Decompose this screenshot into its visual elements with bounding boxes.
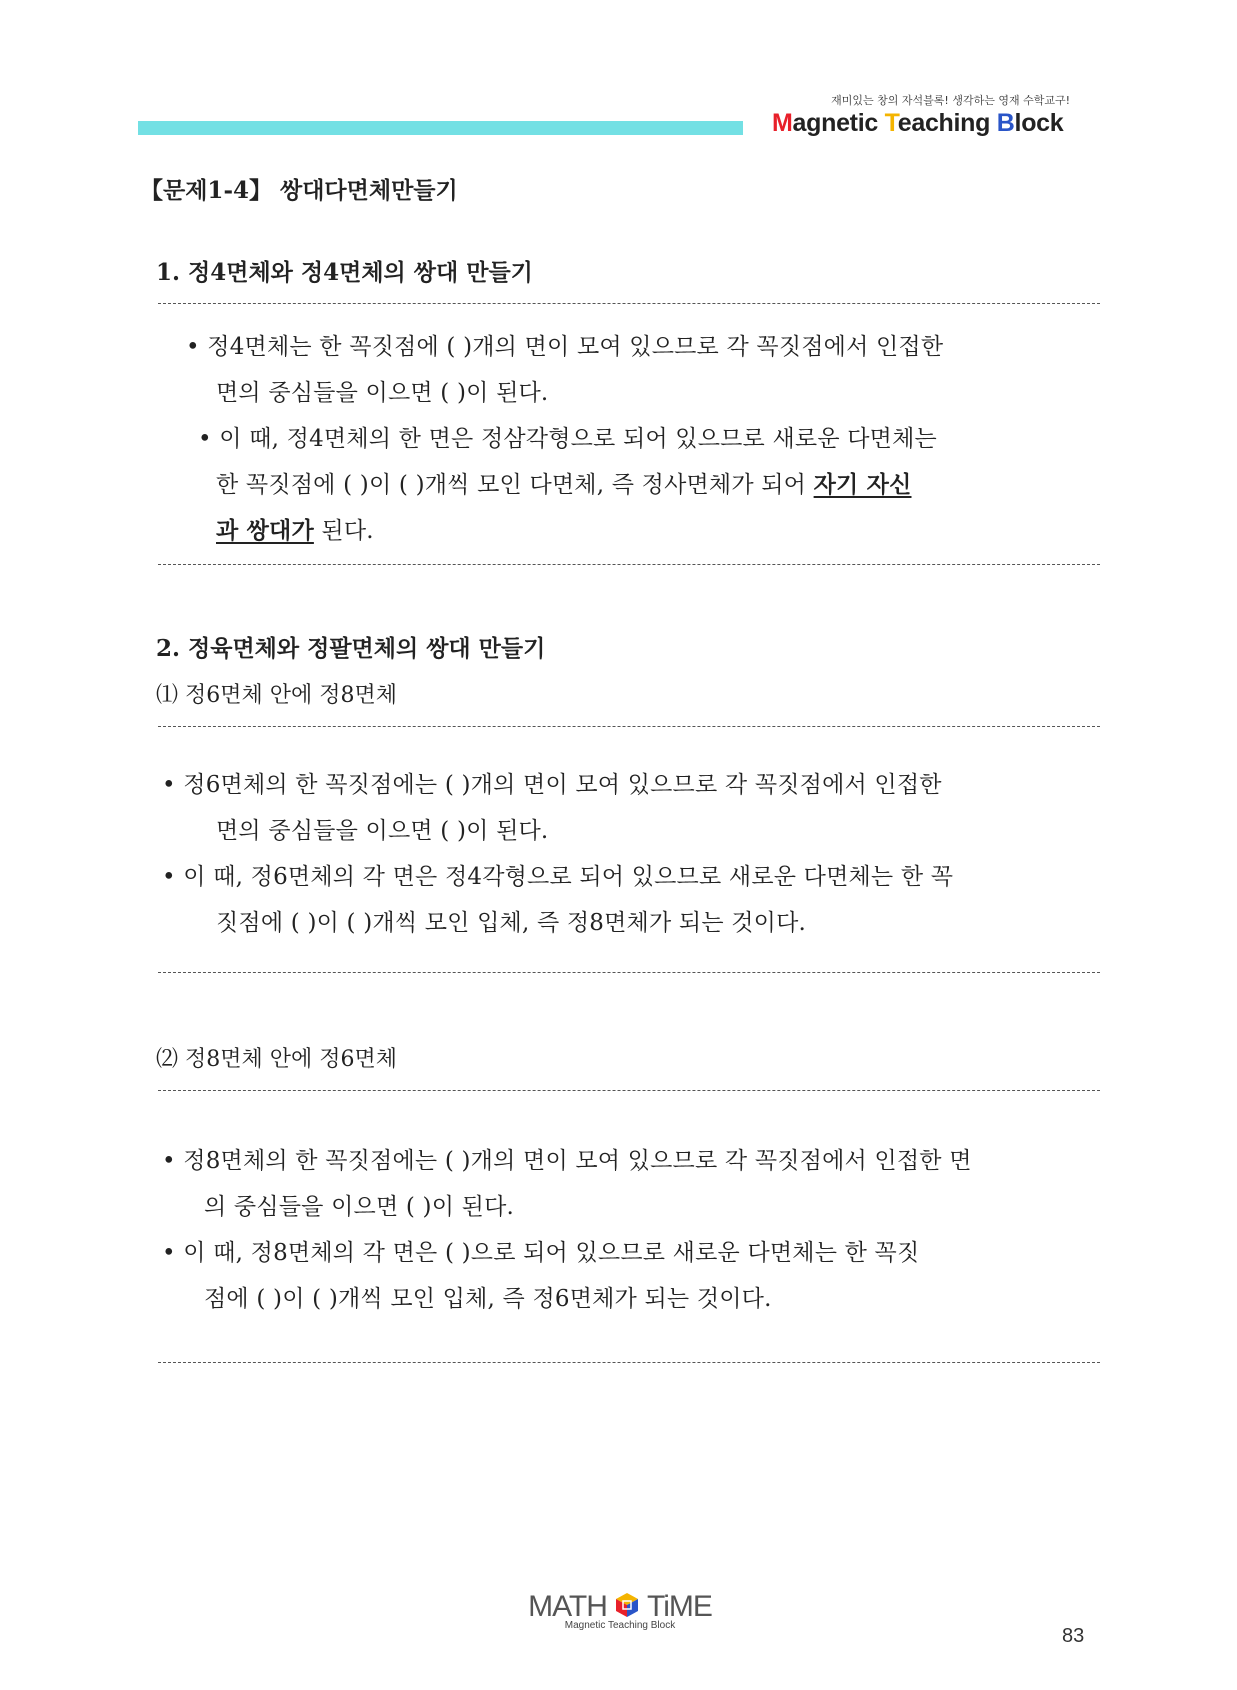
divider xyxy=(158,1362,1100,1363)
section2-sub1-title: ⑴ 정6면체 안에 정8면체 xyxy=(156,683,397,708)
sub1-line-2: 면의 중심들을 이으면 ( )이 된다. xyxy=(216,818,549,844)
sub1-line-1: • 정6면체의 한 꼭짓점에는 ( )개의 면이 모여 있으므로 각 꼭짓점에서 인접한 xyxy=(162,772,942,798)
sub2-line-2: 의 중심들을 이으면 ( )이 된다. xyxy=(204,1194,515,1220)
divider xyxy=(158,1090,1100,1091)
section2-title: 2. 정육면체와 정팔면체의 쌍대 만들기 xyxy=(156,635,546,662)
divider xyxy=(158,564,1100,565)
section2-sub2-title: ⑵ 정8면체 안에 정6면체 xyxy=(156,1047,397,1072)
sub1-line-4: 짓점에 ( )이 ( )개씩 모인 입체, 즉 정8면체가 되는 것이다. xyxy=(216,910,807,936)
section1-line-4 xyxy=(216,466,912,499)
section1-title: 1. 정4면체와 정4면체의 쌍대 만들기 xyxy=(156,259,533,286)
divider xyxy=(158,303,1100,304)
sub2-line-1: • 정8면체의 한 꼭짓점에는 ( )개의 면이 모여 있으므로 각 꼭짓점에서 인접한 면 xyxy=(162,1148,972,1174)
header-bar xyxy=(138,121,743,135)
brand-word-m: agnetic xyxy=(792,109,878,137)
sub2-line-3: • 이 때, 정8면체의 각 면은 ( )으로 되어 있으므로 새로운 다면체는 한 꼭짓 xyxy=(162,1240,920,1266)
section1-line-2: 면의 중심들을 이으면 ( )이 된다. xyxy=(216,380,549,406)
page-number: 83 xyxy=(1062,1625,1085,1647)
footer-logo-left: MATH xyxy=(528,1590,607,1623)
cube-icon xyxy=(614,1591,640,1619)
section1-line-5 xyxy=(216,512,374,545)
sub1-line-3: • 이 때, 정6면체의 각 면은 정4각형으로 되어 있으므로 새로운 다면체는 한 꼭 xyxy=(162,864,954,890)
divider xyxy=(158,972,1100,973)
brand-letter-m: M xyxy=(772,109,793,137)
footer-logo-right: TiME xyxy=(647,1590,712,1623)
brand-letter-b: B xyxy=(996,109,1015,137)
brand-letter-t: T xyxy=(884,109,898,137)
brand-word-t: eaching xyxy=(897,109,991,137)
brand-logo xyxy=(772,109,1063,138)
divider xyxy=(158,726,1100,727)
section1-line-5-text: 된다. xyxy=(313,518,374,544)
header-tagline: 재미있는 창의 자석블록! 생각하는 영재 수학교구! xyxy=(831,94,1070,107)
footer-logo-sub: Magnetic Teaching Block xyxy=(564,1620,676,1631)
section1-line-1: • 정4면체는 한 꼭짓점에 ( )개의 면이 모여 있으므로 각 꼭짓점에서 인접한 xyxy=(186,334,944,360)
underlined-answer-a: 자기 자신 xyxy=(813,471,912,498)
problem-title: 【문제1-4】 쌍대다면체만들기 xyxy=(140,177,458,204)
brand-word-b: lock xyxy=(1014,109,1064,137)
underlined-answer-b: 과 쌍대가 xyxy=(216,517,314,544)
footer-logo xyxy=(510,1590,730,1631)
section1-line-3: • 이 때, 정4면체의 한 면은 정삼각형으로 되어 있으므로 새로운 다면체는 xyxy=(198,426,937,452)
sub2-line-4: 점에 ( )이 ( )개씩 모인 입체, 즉 정6면체가 되는 것이다. xyxy=(204,1286,772,1312)
section1-line-4-text: 한 꼭짓점에 ( )이 ( )개씩 모인 다면체, 즉 정사면체가 되어 xyxy=(216,472,814,498)
